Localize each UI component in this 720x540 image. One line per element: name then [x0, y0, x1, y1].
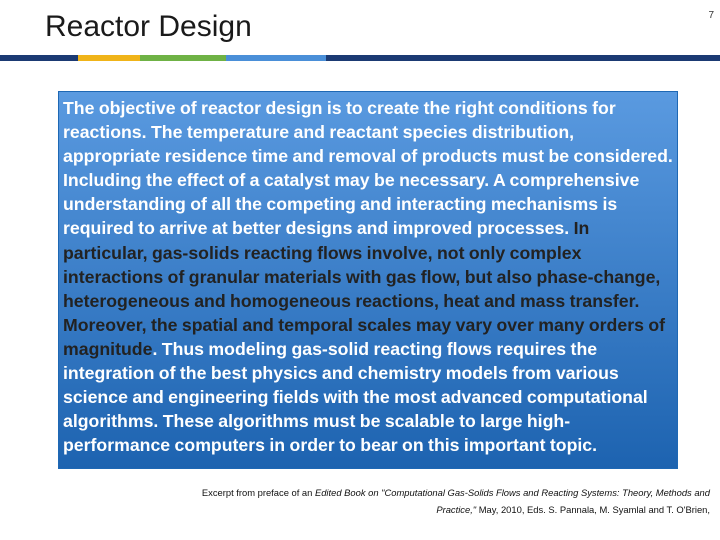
- bar-segment-blue: [226, 55, 326, 61]
- bar-segment-gold: [78, 55, 140, 61]
- body-text-part-1: The objective of reactor design is to create the right conditions for reactions. The temperature and reactant species distribution, appropriate residence time and removal of products must be considered. Including the effect of a catalyst may be necessary. A comprehensive understanding of all the competing and interacting mechanisms is required to arrive at better designs and improved processes.: [63, 98, 673, 239]
- title-underline-bar: [0, 55, 720, 61]
- citation-book-title: Edited Book on "Computational Gas-Solids Flows and Reacting Systems: Theory, Methods and Practice,": [314, 487, 710, 515]
- body-text-part-3: . Thus modeling gas-solid reacting flows requires the integration of the best physics and chemistry models from various science and engineering fields with the most advanced computational algorithms. These algorithms must be scalable to large high-performance computers in order to bear on this important topic.: [63, 338, 648, 456]
- bar-segment-navy: [0, 55, 78, 61]
- citation-prefix: Excerpt from preface of an: [201, 487, 315, 498]
- bar-segment-navy-rest: [326, 55, 720, 61]
- content-box: [58, 91, 678, 469]
- body-paragraph: [63, 96, 673, 457]
- page-number: 7: [708, 10, 714, 21]
- body-text-part-2: In particular, gas-solids reacting flows involve, not only complex interactions of granular materials with gas flow, but also phase-change, heterogeneous and homogeneous reactions, heat and mass transfer. Moreover, the spatial and temporal scales may vary over many orders of magnitude: [63, 218, 666, 359]
- bar-segment-green: [140, 55, 226, 61]
- citation-suffix: May, 2010, Eds. S. Pannala, M. Syamlal and T. O'Brien,: [476, 504, 710, 515]
- slide-title: Reactor Design: [45, 10, 252, 43]
- citation: [190, 484, 710, 518]
